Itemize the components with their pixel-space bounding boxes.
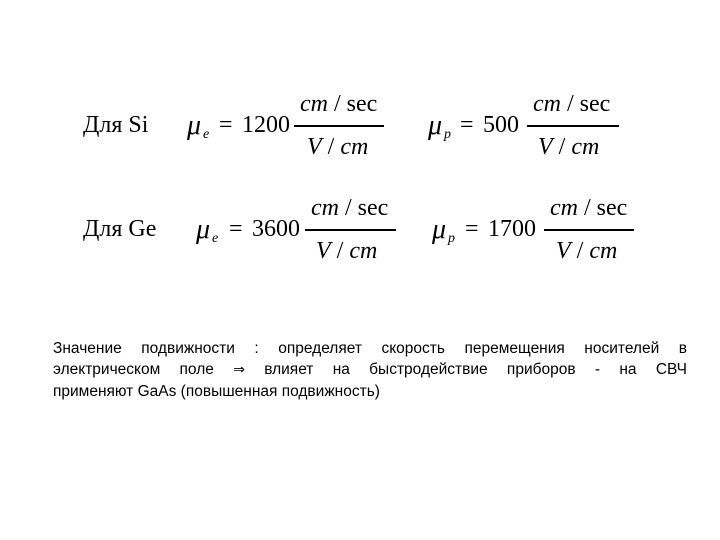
formula-si-electron-mobility (187, 88, 417, 168)
coefficient: 3600 (252, 216, 300, 242)
fraction-denominator: V / cm (316, 238, 378, 264)
equals-sign: = (229, 216, 243, 242)
mobility-note (53, 338, 687, 402)
mu-subscript: p (444, 127, 451, 142)
fraction-numerator: cm / sec (311, 195, 389, 221)
note-line-2: электрическом поле ⇒ влияет на быстродействие приборов - на СВЧ (53, 361, 687, 378)
fraction-denominator: V / cm (307, 134, 369, 160)
fraction-numerator: cm / sec (550, 195, 628, 221)
equals-sign: = (219, 112, 233, 138)
fraction-denominator: V / cm (538, 134, 600, 160)
implies-arrow-icon: ⇒ (233, 362, 245, 378)
equals-sign: = (465, 216, 479, 242)
mu-symbol: μ (432, 214, 447, 245)
mu-symbol: μ (187, 110, 202, 141)
fraction-bar (294, 125, 384, 127)
fraction-denominator: V / cm (556, 238, 618, 264)
mu-symbol: μ (428, 110, 443, 141)
coefficient: 500 (483, 112, 519, 138)
mu-subscript: p (448, 231, 455, 246)
fraction-bar (527, 125, 619, 127)
fraction-bar (544, 229, 634, 231)
row-label-ge: Для Ge (83, 216, 157, 242)
equals-sign: = (460, 112, 474, 138)
mu-subscript: e (212, 231, 219, 246)
note-line-1: Значение подвижности : определяет скорость перемещения носителей в (53, 340, 687, 357)
fraction-numerator: cm / sec (300, 91, 378, 117)
coefficient: 1200 (242, 112, 290, 138)
fraction-numerator: cm / sec (533, 91, 611, 117)
formula-ge-hole-mobility (432, 192, 662, 272)
coefficient: 1700 (488, 216, 536, 242)
note-line-3: применяют GaAs (повышенная подвижность) (53, 383, 380, 400)
formula-ge-electron-mobility (196, 192, 426, 272)
mu-subscript: e (203, 127, 210, 142)
fraction-bar (305, 229, 396, 231)
row-label-si: Для Si (83, 112, 149, 138)
mu-symbol: μ (196, 214, 211, 245)
formula-si-hole-mobility (428, 88, 658, 168)
